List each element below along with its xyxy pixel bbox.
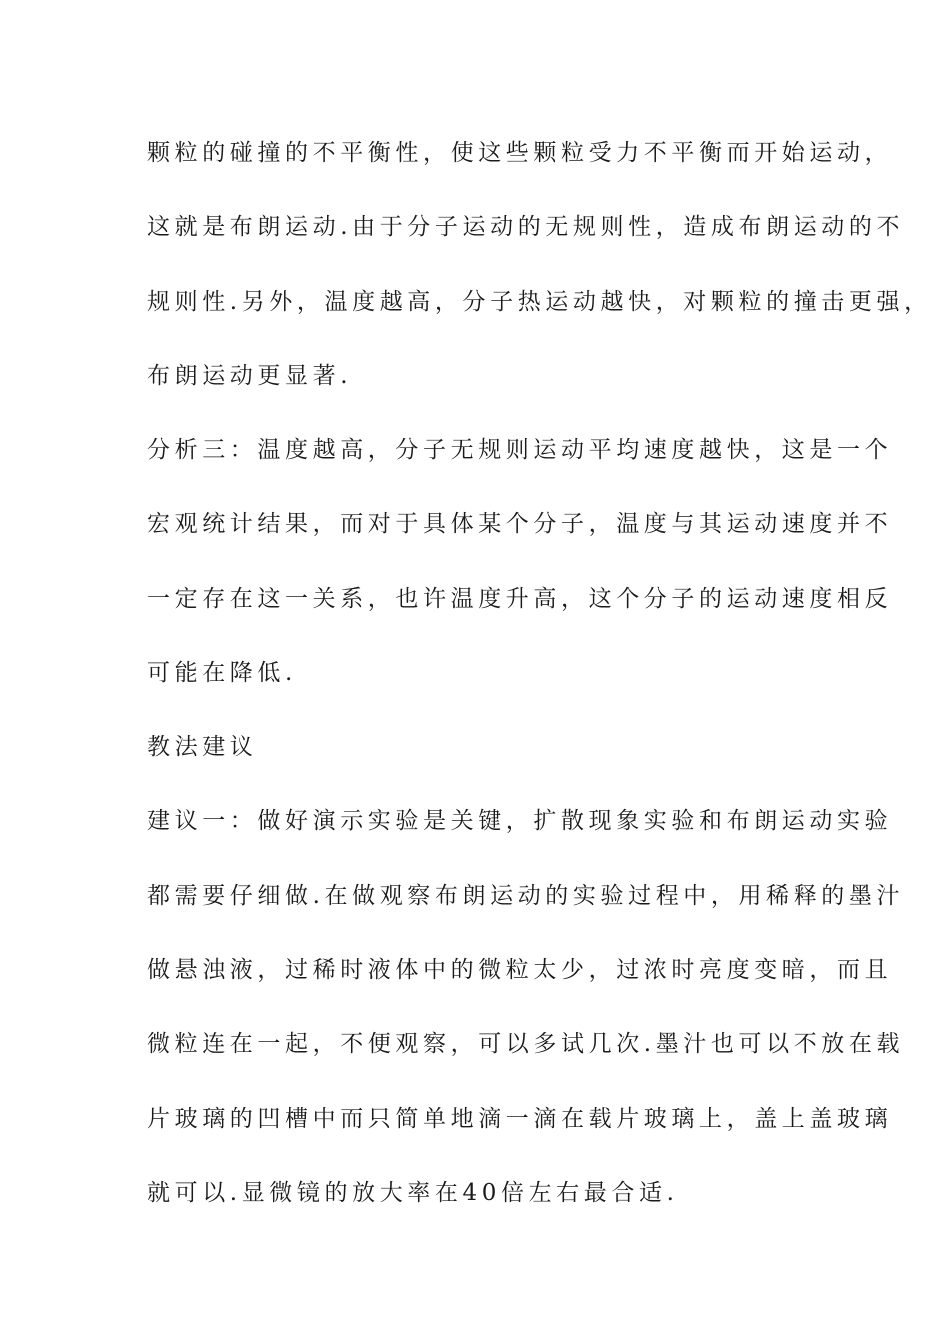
text-line: 做悬浊液，过稀时液体中的微粒太少，过浓时亮度变暗，而且 <box>147 957 893 983</box>
text-line: 微粒连在一起，不便观察，可以多试几次.墨汁也可以不放在载 <box>147 1031 905 1057</box>
text-line: 规则性.另外，温度越高，分子热运动越快，对颗粒的撞击更强， <box>147 289 932 315</box>
text-line: 可能在降低. <box>147 660 297 686</box>
text-line: 一定存在这一关系，也许温度升高，这个分子的运动速度相反 <box>147 586 893 612</box>
paragraph-suggestion-one: 建议一：做好演示实验是关键，扩散现象实验和布朗运动实验 <box>147 808 893 834</box>
text-line: 颗粒的碰撞的不平衡性，使这些颗粒受力不平衡而开始运动， <box>147 140 893 166</box>
text-line: 这就是布朗运动.由于分子运动的无规则性，造成布朗运动的不 <box>147 214 905 240</box>
text-line: 布朗运动更显著. <box>147 363 353 389</box>
text-line: 就可以.显微镜的放大率在40倍左右最合适. <box>147 1180 679 1206</box>
text-line: 片玻璃的凹槽中而只简单地滴一滴在载片玻璃上，盖上盖玻璃 <box>147 1106 893 1132</box>
section-heading: 教法建议 <box>147 734 258 760</box>
text-line: 宏观统计结果，而对于具体某个分子，温度与其运动速度并不 <box>147 511 893 537</box>
text-line: 都需要仔细做.在做观察布朗运动的实验过程中，用稀释的墨汁 <box>147 883 905 909</box>
paragraph-analysis-three: 分析三：温度越高，分子无规则运动平均速度越快，这是一个 <box>147 437 893 463</box>
